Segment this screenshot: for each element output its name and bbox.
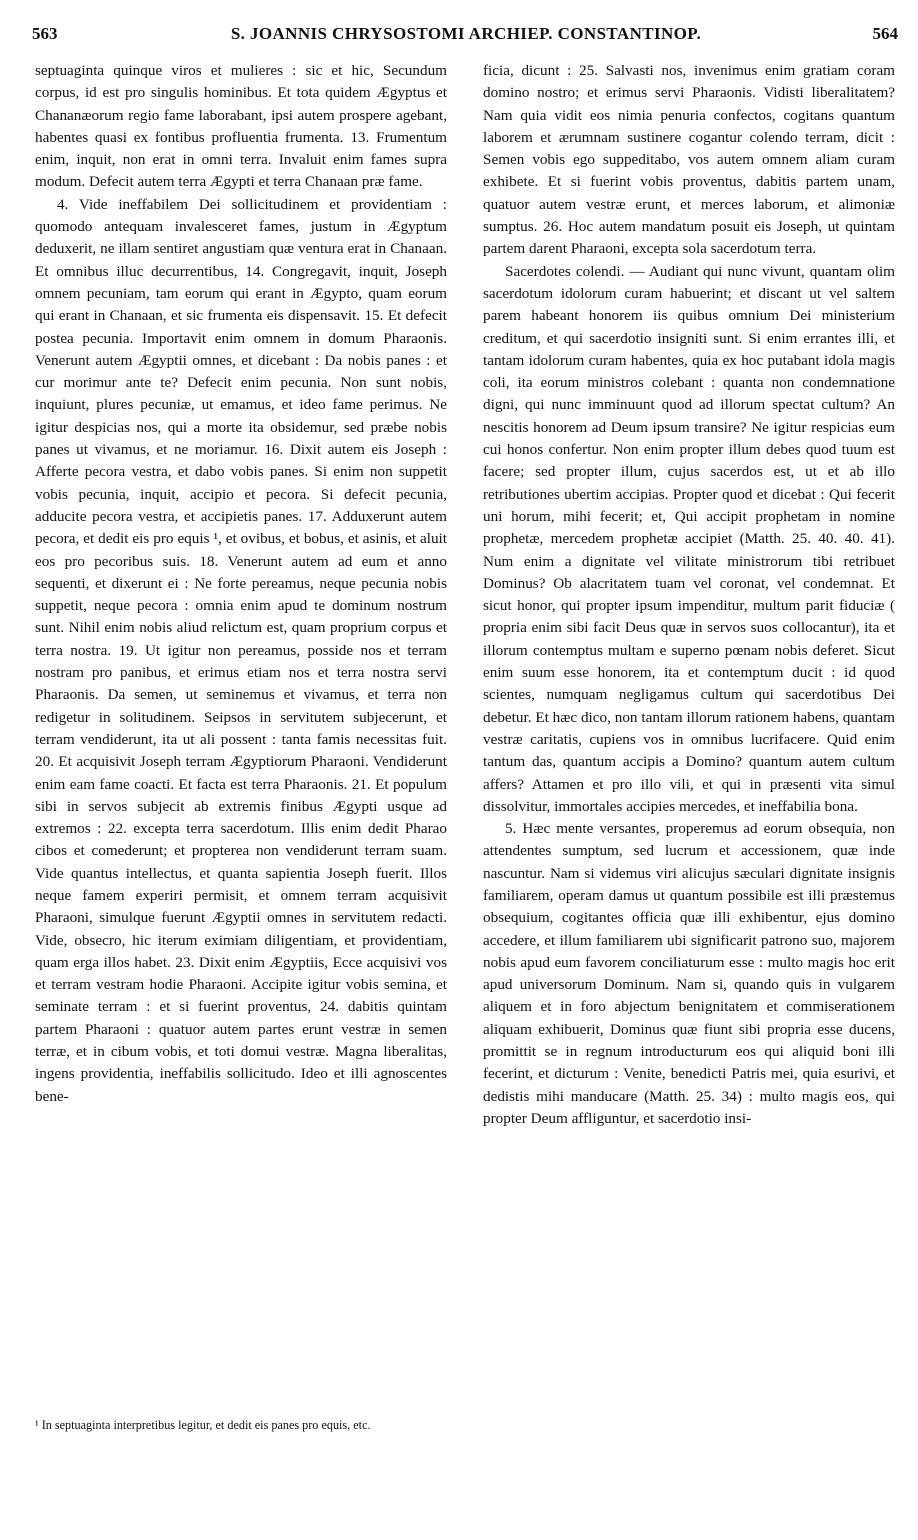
running-title: S. JOANNIS CHRYSOSTOMI ARCHIEP. CONSTANTINOP.: [230, 24, 702, 43]
left-column: [35, 60, 447, 1530]
paragraph: 5. Hæc mente versantes, properemus ad eorum obsequia, non attendentes sumptum, sed lucrum et accessionem, quæ inde nascuntur. Nam si videmus viri alicujus sæculari dignitate insignis familiarem, operam damus ut quantum possibile est illi præstemus obsequium, cogitantes officia quæ illi exhibentur, ejus domino accedere, et illum familiarem ubi significarit patrono suo, majorem nobis apud eum favorem conciliaturum esse : multo magis hoc erit apud universorum Dominum. Nam si, quando quis in vulgarem aliquem et in foro abjectum benignitatem et commiserationem aliquam exhibuerit, Dominus quæ fiunt sibi propria esse ducens, promittit se in regnum introducturum eos qui aliquid boni illi fecerint, et dicturum : Venite, benedicti Patris mei, quia esurivi, et dedistis mihi manducare (Matth. 25. 34) : multo magis eos, qui propter Deum affliguntur, et sacerdotio insi-: [483, 820, 895, 1127]
page-number-left: 563: [32, 24, 58, 43]
running-header: [30, 24, 902, 52]
right-column: [483, 60, 895, 1530]
footnote: ¹ In septuaginta interpretibus legitur, et dedit eis panes pro equis, etc.: [35, 1418, 371, 1432]
paragraph: 4. Vide ineffabilem Dei sollicitudinem et providentiam : quomodo antequam invalesceret fames, justum in Ægyptum deduxerit, ne illam sentiret angustiam quæ ventura erat in Chanaan. Et omnibus illuc decurrentibus, 14. Congregavit, inquit, Joseph omnem pecuniam, tam eorum qui erant in Ægypto, quam eorum qui erant in Chanaan, et sic frumenta eis dispensavit. 15. Et defecit postea pecunia. Importavit enim omnem in domum Pharaonis. Venerunt autem Ægyptii omnes, et dicebant : Da nobis panes : et cur morimur ante te? Defecit enim pecunia. Non sunt nobis, inquiunt, plures pecuniæ, ut emamus, et ideo fame perimus. Ne igitur despicias nos, qui a morte ita obsidemur, sed præbe nobis panes ut vivamus, et ne moriamur. 16. Dixit autem eis Joseph : Afferte pecora vestra, et dabo vobis panes. Si enim non suppetit vobis pecunia, inquit, accipio et pecora. Si defecit pecunia, adducite pecora vestra, et accipietis panes. 17. Adduxerunt autem pecora, et dedit eis pro equis ¹, et ovibus, et bobus, et asinis, et aluit eos pro pecoribus suis. 18. Venerunt autem ad eum et anno sequenti, et dixerunt ei : Ne forte pereamus, neque pecunia nobis suppetit, neque pecora : omnia enim apud te dominum nostrum sunt. Nihil enim nobis aliud relictum est, quam proprium corpus et terra nostra. 19. Ut igitur non pereamus, posside nos et terram nostram pro panibus, et erimus etiam nos et terra nostra servi Pharaonis. Da semen, ut seminemus et vivamus, et terra non redigetur in solitudinem. Seipsos in servitutem subjecerunt, et terram vendiderunt, ita ut ali possent : tanta famis necessitas fuit. 20. Et acquisivit Joseph terram Ægyptiorum Pharaoni. Vendiderunt enim eam fame coacti. Et facta est terra Pharaonis. 21. Et populum sibi in servos subjecit ab extremis finibus Ægypti usque ad extremos : 22. excepta terra sacerdotum. Illis enim dedit Pharao cibos et comederunt; et propterea non vendiderunt terram suam. Vide quantus intellectus, et quanta sapientia Joseph fuerit. Illos neque famem experiri permisit, et omnem terram acquisivit Pharaoni, simulque fuerunt Ægyptii omnes in servitutem redacti. Vide, obsecro, hic iterum eximiam diligentiam, et providentiam, quam erga illos habet. 23. Dixit enim Ægyptiis, Ecce acquisivi vos et terram vestram hodie Pharaoni. Accipite igitur vobis semina, et seminate terram : et si fuerint proventus, 24. dabitis quintam partem Pharaoni : quatuor autem partes erunt vestræ in semen terræ, et in cibum vobis, et toti domui vestræ. Magna liberalitas, ingens providentia, ineffabilis sollicitudo. Ideo et illi agnoscentes bene-: [35, 195, 447, 1105]
page-number-right: 564: [872, 24, 898, 43]
paragraph: septuaginta quinque viros et mulieres : sic et hic, Secundum corpus, id est pro singulis hominibus. Et tota quidem Ægyptus et Chananæorum regio fame laborabant, ipsi autem prospere agebant, habentes quasi ex fontibus profluentia frumenta. 13. Frumentum enim, inquit, non erat in omni terra. Invaluit enim fames supra modum. Defecit autem terra Ægypti et terra Chanaan præ fame.: [35, 62, 447, 191]
paragraph: Sacerdotes colendi. — Audiant qui nunc vivunt, quantam olim sacerdotum idolorum curam habuerint; et discant ut vel saltem parem habeant honorem iis quibus omnium Dei ministerium creditum, et qui sacerdotio insigniti sunt. Si enim errantes illi, et tantam idolorum curam habentes, quia ex hoc putabant idola magis coli, ita eorum ministros colebant : quanta non condemnatione digni, qui nunc imminuunt quod ad illorum spectat cultum? An nescitis honorem ad Deum ipsum transire? Ne igitur respicias eum cui honos confertur. Non enim propter illum debes quod tuum est facere; sed propter illum, cujus sacerdos est, ut et ab illo retributiones ubertim accipias. Propter quod et dicebat : Qui fecerit uni horum, mihi fecerit; et, Qui accipit prophetam in nomine prophetæ, mercedem prophetæ accipiet (Matth. 25. 40. 40. 41). Num enim a dignitate vel vilitate ministrorum tibi retribuet Dominus? Ob alacritatem tuam vel coronat, vel condemnat. Et sicut honor, qui propter ipsum impenditur, multum parit fiduciæ ( propria enim sibi facit Deus quæ in servos suos collocantur), ita et illorum contemptus multam e superno pœnam nobis deferet. Sicut enim suum esse honorem, ita et contemptum ducit : id quod scientes, numquam negligamus cultum qui sacerdotibus Dei debetur. Et hæc dico, non tantam illorum rationem habens, quantam vestræ caritatis, cupiens vos in omnibus lucrifacere. Quid enim tantum das, quantum accipis a Domino? quantum autem cultum affers? Attamen et pro illo vili, et qui in præsenti vita simul dissolvitur, immortales accipies mercedes, et ineffabilia bona.: [483, 262, 895, 815]
paragraph: ficia, dicunt : 25. Salvasti nos, invenimus enim gratiam coram domino nostro; et erimus servi Pharaonis. Vidisti liberalitatem? Nam quia vidit eos nimia penuria confectos, cogitans quantum laborem et ærumnam sustinere cogantur colendo terram, dicit : Semen vobis ego suppeditabo, vos autem omnem aliam curam exhibete. Et si fuerint vobis proventus, dabitis partem unam, quatuor autem vestræ erunt, et merces laborum, et alimoniæ sumptus. 26. Hoc autem mandatum posuit eis Joseph, ut quintam partem darent Pharaoni, excepta sola sacerdotum terra.: [483, 62, 895, 258]
